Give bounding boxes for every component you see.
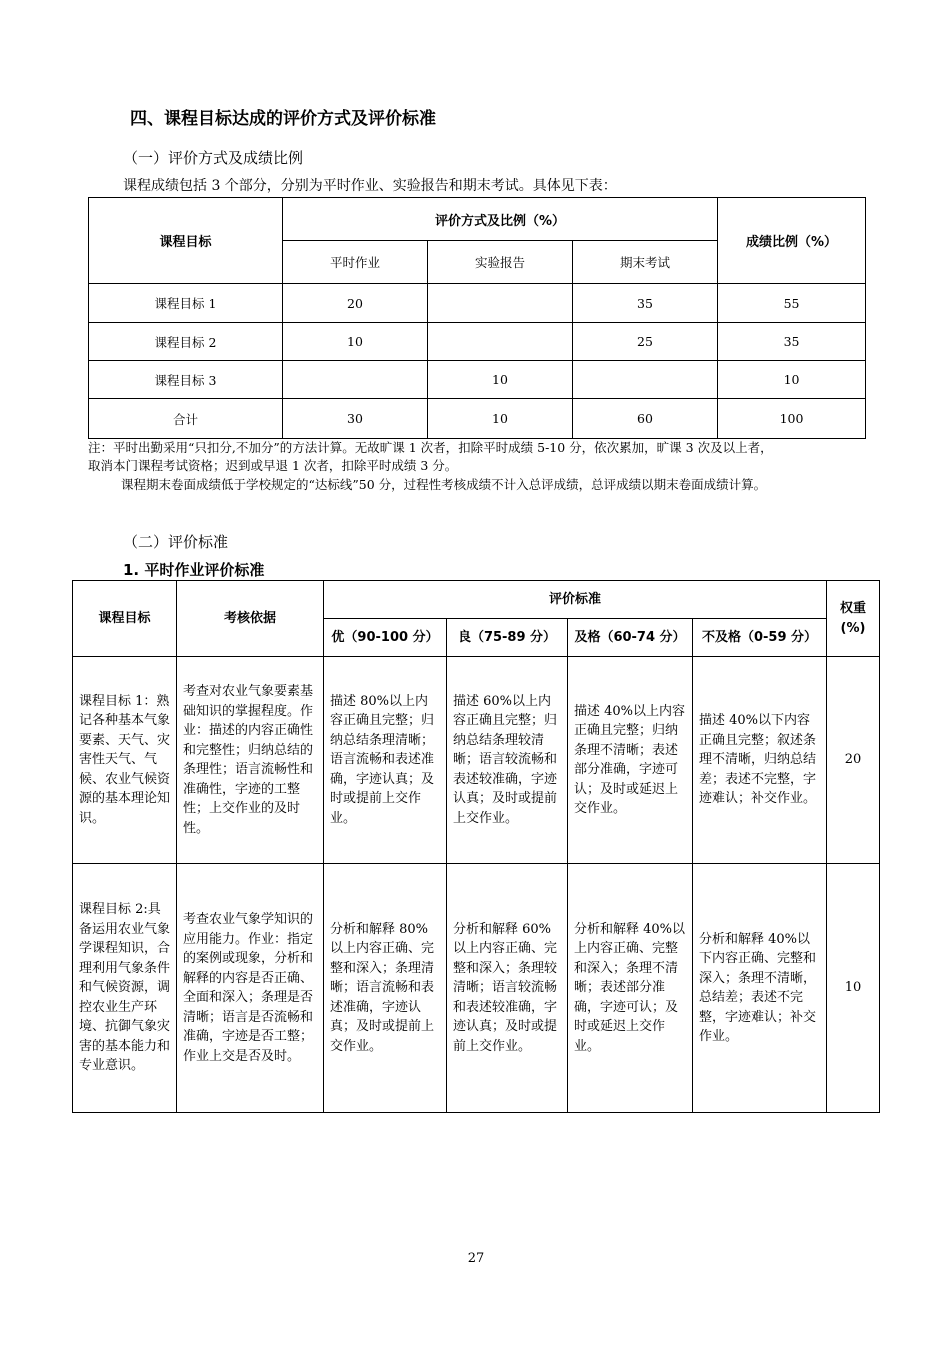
cell-basis: 考查农业气象学知识的应用能力。作业：指定的案例或现象，分析和解释的内容是否正确、全面和深入；条理是否清晰；语言是否流畅和准确，字迹是否工整；作业上交是否及时。 bbox=[177, 864, 324, 1113]
header-weight-line1: 权重 bbox=[840, 601, 867, 616]
header-goal: 课程目标 bbox=[89, 198, 283, 284]
score-ratio-table bbox=[88, 197, 866, 439]
cell-lab bbox=[428, 323, 573, 361]
table-row-total bbox=[89, 399, 866, 439]
cell-goal: 课程目标 1 bbox=[89, 284, 283, 323]
cell-weight: 20 bbox=[827, 657, 880, 864]
cell-homework: 20 bbox=[283, 284, 428, 323]
cell-homework bbox=[283, 361, 428, 399]
table-row bbox=[89, 323, 866, 361]
cell-ratio: 35 bbox=[718, 323, 866, 361]
cell-exam: 25 bbox=[573, 323, 718, 361]
header-weight-line2: (%) bbox=[840, 620, 866, 636]
note-line-2: 取消本门课程考试资格；迟到或早退 1 次者，扣除平时成绩 3 分。 bbox=[88, 458, 458, 473]
cell-good: 分析和解释 60%以上内容正确、完整和深入；条理较清晰；语言较流畅和表述较准确，字迹认真；及时或提前上交作业。 bbox=[447, 864, 568, 1113]
cell-homework: 30 bbox=[283, 399, 428, 439]
cell-ratio: 55 bbox=[718, 284, 866, 323]
page-number: 27 bbox=[467, 1251, 485, 1266]
cell-goal: 课程目标 1：熟记各种基本气象要素、天气、灾害性天气、气候、农业气候资源的基本理论知识。 bbox=[73, 657, 177, 864]
cell-goal: 课程目标 3 bbox=[89, 361, 283, 399]
cell-homework: 10 bbox=[283, 323, 428, 361]
table-row bbox=[89, 361, 866, 399]
cell-lab bbox=[428, 284, 573, 323]
part2-heading: （二）评价标准 bbox=[123, 533, 229, 551]
cell-fail: 分析和解释 40%以下内容正确、完整和深入；条理不清晰，总结差；表述不完整，字迹难认；补交作业。 bbox=[693, 864, 827, 1113]
cell-good: 描述 60%以上内容正确且完整；归纳总结条理较清晰；语言较流畅和表述较准确，字迹认真；及时或提前上交作业。 bbox=[447, 657, 568, 864]
header-method-group: 评价方式及比例（%） bbox=[283, 198, 718, 241]
cell-lab: 10 bbox=[428, 361, 573, 399]
cell-lab: 10 bbox=[428, 399, 573, 439]
cell-ratio: 10 bbox=[718, 361, 866, 399]
cell-pass: 分析和解释 40%以上内容正确、完整和深入；条理不清晰；表述部分准确，字迹可认；及时或延迟上交作业。 bbox=[568, 864, 693, 1113]
grade-pass: 及格（60-74 分） bbox=[568, 619, 693, 657]
cell-exam: 60 bbox=[573, 399, 718, 439]
subheader-lab: 实验报告 bbox=[428, 241, 573, 284]
cell-fail: 描述 40%以下内容正确且完整；叙述条理不清晰，归纳总结差；表述不完整，字迹难认；补交作业。 bbox=[693, 657, 827, 864]
cell-goal: 课程目标 2:具备运用农业气象学课程知识，合理利用气象条件和气候资源，调控农业生产环境、抗御气象灾害的基本能力和专业意识。 bbox=[73, 864, 177, 1113]
cell-excellent: 描述 80%以上内容正确且完整；归纳总结条理清晰；语言流畅和表述准确，字迹认真；及时或提前上交作业。 bbox=[324, 657, 447, 864]
subheader-homework: 平时作业 bbox=[283, 241, 428, 284]
note-line-1: 注：平时出勤采用“只扣分,不加分”的方法计算。无故旷课 1 次者，扣除平时成绩 5-10 分，依次累加，旷课 3 次及以上者， bbox=[88, 440, 773, 455]
cell-pass: 描述 40%以上内容正确且完整；归纳条理不清晰；表述部分准确，字迹可认；及时或延迟上交作业。 bbox=[568, 657, 693, 864]
table-row bbox=[73, 657, 880, 864]
subheader-exam: 期末考试 bbox=[573, 241, 718, 284]
homework-standard-table bbox=[72, 580, 880, 1113]
section-title: 四、课程目标达成的评价方式及评价标准 bbox=[130, 109, 436, 129]
cell-exam: 35 bbox=[573, 284, 718, 323]
header-basis: 考核依据 bbox=[177, 581, 324, 657]
cell-weight: 10 bbox=[827, 864, 880, 1113]
header-weight bbox=[827, 581, 880, 657]
header-ratio: 成绩比例（%） bbox=[718, 198, 866, 284]
header-standard-group: 评价标准 bbox=[324, 581, 827, 619]
grade-excellent: 优（90-100 分） bbox=[324, 619, 447, 657]
cell-ratio: 100 bbox=[718, 399, 866, 439]
note-line-3: 课程期末卷面成绩低于学校规定的“达标线”50 分，过程性考核成绩不计入总评成绩，总评成绩以期末卷面成绩计算。 bbox=[121, 477, 767, 492]
cell-goal: 课程目标 2 bbox=[89, 323, 283, 361]
part2-subheading: 1. 平时作业评价标准 bbox=[123, 561, 265, 579]
table-row bbox=[89, 284, 866, 323]
table-row bbox=[73, 864, 880, 1113]
header-goal: 课程目标 bbox=[73, 581, 177, 657]
cell-excellent: 分析和解释 80%以上内容正确、完整和深入；条理清晰；语言流畅和表述准确，字迹认真；及时或提前上交作业。 bbox=[324, 864, 447, 1113]
grade-fail: 不及格（0-59 分） bbox=[693, 619, 827, 657]
cell-basis: 考查对农业气象要素基础知识的掌握程度。作业：描述的内容正确性和完整性；归纳总结的条理性；语言流畅性和准确性，字迹的工整性；上交作业的及时性。 bbox=[177, 657, 324, 864]
part1-heading: （一）评价方式及成绩比例 bbox=[123, 149, 304, 167]
cell-exam bbox=[573, 361, 718, 399]
grade-good: 良（75-89 分） bbox=[447, 619, 568, 657]
part1-intro: 课程成绩包括 3 个部分，分别为平时作业、实验报告和期末考试。具体见下表： bbox=[123, 178, 617, 194]
cell-goal: 合计 bbox=[89, 399, 283, 439]
